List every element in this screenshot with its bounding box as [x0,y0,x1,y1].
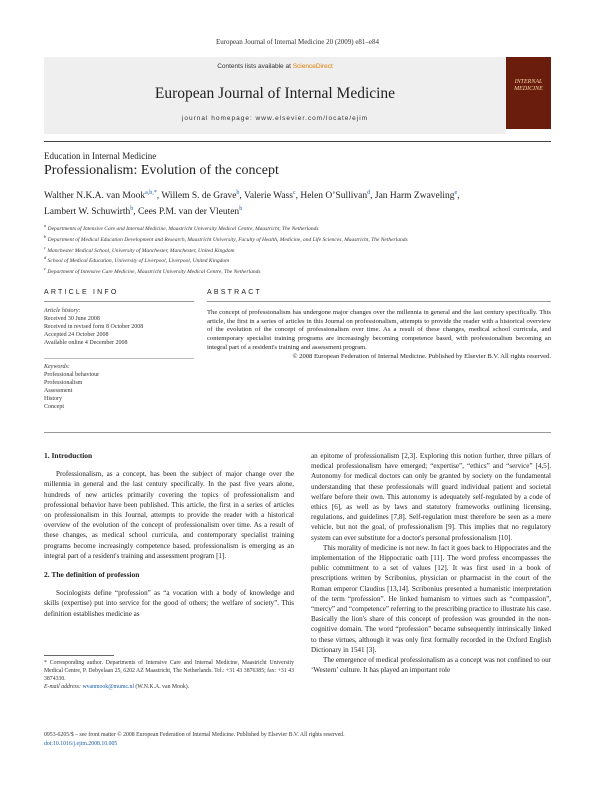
journal-title: European Journal of Internal Medicine [154,85,396,102]
affiliation-text: Departments of Intensive Care and Internal Medicine, Maastricht University Medical Centre, Maastricht, The Netherlands [46,225,319,232]
paragraph: an epitome of professionalism [2,3]. Exploring this notion further, three pillars of medical professionalism have emerged; “expertise”, “ethics” and “service” [4,5]. Autonomy for medical doctors can only be granted by society on the fundamental understanding that these professionals will guard individual patient and societal welfare before their own. This autonomy is adequately self-regulated by a code of ethics [6], as well as by laws and statutory frameworks outlining licensing, regulations, and guidelines [7,8]. Self-regulation must therefore be seen as a mere vehicle, but not the goal, of professionalism [9]. This implies that no regulatory system can ever substitute for a doctor's personal professionalism [10]. [311,452,551,542]
author-separator: , [239,191,245,202]
paragraph: Sociologists define “profession” as “a vocation with a body of knowledge and skills (expertise) put into service for the good of others; the welfare of society”. This definition establishes medicine as [44,589,294,618]
author-name: Walther N.K.A. van Mook [44,191,146,202]
author-name: Lambert W. Schuwirth [44,207,131,218]
affiliation-text: Department of Intensive Care Medicine, Maastricht University Medical Centre, The Netherlands [46,269,261,276]
history-item: Received in revised form 8 October 2008 [44,324,144,330]
affiliation-text: Department of Medical Education Development and Research, Maastricht University, Faculty of Health, Medicine, and Life Sciences, Maastricht, The Netherlands [46,236,408,243]
author-affiliation-mark[interactable]: b [239,206,243,213]
author-line-1 [44,187,554,203]
author-affiliation-mark[interactable]: b [236,190,240,196]
author-separator: , [156,191,162,202]
paragraph: Professionalism, as a concept, has been the subject of major change over the millennia in general and the last century specifically. In the past five years alone, hundreds of new articles primarily covering the topics of professionalism and professional behavior have been published. This article, the first in a series of articles on professionalism in this Journal, attempts to provide the reader with a historical overview of the evolution of the concept of professionalism over time. As a result of these changes, as medical school curricula, and contemporary specialist training programs become increasingly competence based, professionalism is emerging as an integral part of a resident's training and assessment program [1]. [44,470,294,560]
paragraph: This morality of medicine is not new. In fact it goes back to Hippocrates and the implementation of the Hippocratic oath [11]. The word profess encompasses the public commitment to a set of values [12]. It was first used in a book of prescriptions written by Scribonius, physician or pharmacist in the court of the Roman emperor Claudius [13,14]. Scribonius presented a humanistic interpretation of the term “profession”. He linked humanism to virtues such as “compassion”, “mercy” and “competence” referring to the prescribing practice to illustrate his case. Basically the lion's share of this concept of profession was grounded in the non-cognitive domain. The word “profession” became subsequently intrinsically linked to these virtues, although it was only first formally recorded in the Oxford English Dictionary in 1541 [3]. [311,543,551,654]
doi-link[interactable]: doi:10.1016/j.ejim.2008.10.005 [44,740,118,747]
history-list [44,315,194,347]
affiliation-mark: c [44,244,46,250]
paragraph: The emergence of medical professionalism as a concept was not confined to our ‘Western’ culture. It has played an important role [311,656,551,675]
affiliation-mark: b [44,233,47,239]
affiliation-mark: d [44,255,47,261]
email-link[interactable]: wvanmook@mumc.nl [82,684,134,690]
author-name: Helen O’Sullivan [300,191,368,202]
keyword-item: Professionalism [44,380,83,386]
cover-title: INTERNAL MEDICINE [514,79,543,92]
affiliation-item [44,254,554,265]
keywords-label: Keywords: [44,364,70,370]
article-title: Professionalism: Evolution of the concept [44,163,279,178]
author-affiliation-mark[interactable]: e [454,190,458,196]
author-name: Valerie Wass [244,191,293,202]
abstract-copyright: © 2008 European Federation of Internal Medicine. Published by Elsevier B.V. All rights reserved. [292,352,551,360]
author-affiliation-mark[interactable]: c [292,190,296,196]
keywords-rule [44,358,194,359]
author-separator: , [457,191,460,202]
author-name: Cees P.M. van der Vleuten [138,207,240,218]
footnote-rule [44,655,114,656]
journal-homepage[interactable]: journal homepage: www.elsevier.com/locate/ejim [181,115,369,122]
keyword-item: Professional behaviour [44,372,100,378]
keyword-item: Assessment [44,388,73,394]
keyword-item: Concept [44,404,64,410]
keywords [44,363,194,411]
affiliation-item [44,265,554,276]
corresponding-author-footnote: * Corresponding author. Departments of Intensive Care and Internal Medicine, Maastricht University Medical Centre, P. Debyelaan 25, 6202 AZ Maastricht, The Netherlands. Tel.: +31 43 3876385; fax: +31 43 3874330. E-mail address: wvanmook@mumc.nl (W.N.K.A. van Mook). [44,660,294,690]
journal-cover-image [506,57,551,129]
body-column-2 [311,451,551,675]
history-item: Received 30 June 2008 [44,316,100,322]
body-column-1 [44,451,294,619]
author-name: Willem S. de Grave [161,191,237,202]
keyword-item: History [44,396,62,402]
affiliation-mark: a [44,223,47,228]
affiliation-text: School of Medical Education, University of Liverpool, Liverpool, United Kingdom [46,258,230,265]
article-info-rule [44,301,194,302]
section-heading-introduction: 1. Introduction [44,451,93,460]
section-heading-definition: 2. The definition of profession [44,570,140,580]
issn-line: 0953-6205/$ – see front matter © 2008 European Federation of Internal Medicine. Published by Elsevier B.V. All rights reserved. doi:10.1016/j.ejim.2008.10.005 [44,731,554,748]
article-info-heading: ARTICLE INFO [44,289,119,296]
masthead-rule [44,141,551,142]
sciencedirect-link[interactable]: ScienceDirect [292,63,333,70]
author-separator: , [295,191,301,202]
article-section: Education in Internal Medicine [44,151,157,161]
author-affiliation-mark[interactable]: d [367,190,371,196]
history-item: Accepted 24 October 2008 [44,332,109,338]
affiliation-mark: e [44,266,46,272]
abstract-heading: ABSTRACT [207,289,262,296]
abstract-body [207,309,551,361]
author-name: Jan Harm Zwaveling [374,191,455,202]
affiliation-item [44,233,554,244]
running-header: European Journal of Internal Medicine 20 (2009) e81–e84 [215,38,380,46]
affiliation-text: Manchester Medical School, University of Manchester, Manchester, United Kingdom [46,247,235,254]
keywords-list [44,371,194,411]
author-list [44,187,554,219]
author-separator: , [370,191,375,202]
contents-line: Contents lists available at ScienceDirect [217,63,333,70]
abstract-rule [207,301,551,302]
history-label: Article history: [44,308,81,314]
article-history [44,307,194,347]
abstract-text: The concept of professionalism has undergone major changes over the millennia in general and the last century specifically. This article, the first in a series of articles in this Journal on professionalism, attempts to provide the reader with a historical overview of the evolution of the concept of professionalism over time. As a result of these changes, medical school curricula, and contemporary specialist training programs are increasingly becoming competence based, with professionalism becoming an integral part of a resident's training and assessment program. [207,309,551,351]
front-matter-rule [44,432,551,433]
journal-masthead [44,57,506,134]
history-item: Available online 4 December 2008 [44,340,128,346]
author-affiliation-mark[interactable]: a,b,* [145,190,157,196]
affiliation-item [44,222,554,233]
author-separator: , [133,207,139,218]
affiliations [44,222,554,276]
author-line-2 [44,203,554,219]
affiliation-item [44,244,554,255]
author-affiliation-mark[interactable]: b [130,206,134,213]
